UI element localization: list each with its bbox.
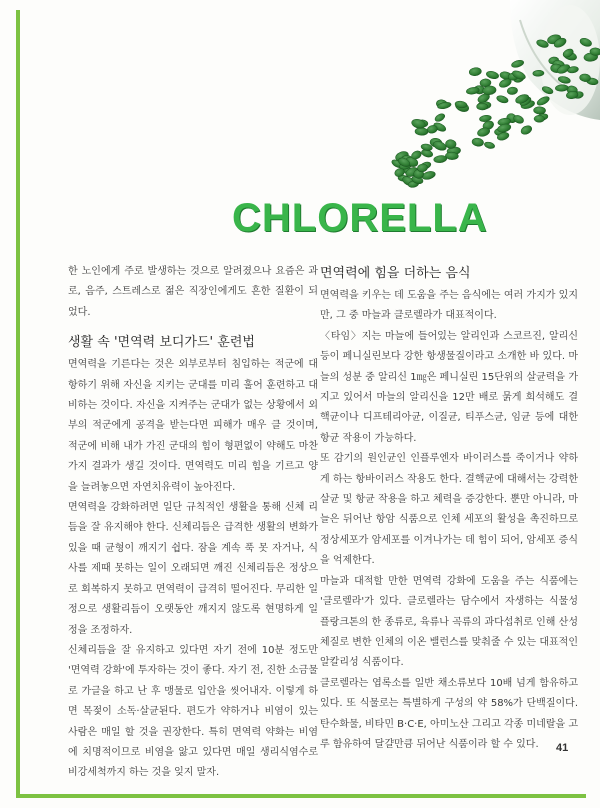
intro-paragraph: 한 노인에게 주로 발생하는 것으로 알려졌으나 요즘은 과로, 음주, 스트레스로 젊은 직장인에게도 흔한 질환이 되었다.	[68, 266, 318, 318]
section-heading-immunity-foods: 면역력에 힘을 더하는 음식	[320, 266, 471, 281]
paragraph: 클로렐라는 엽록소를 일반 채소류보다 10배 넘게 함유하고 있다. 또 식물로는 특별하게 구성의 약 58%가 단백질이다. 탄수화물, 비타민 B·C·E, 아미노산 그리고 각종 미네랄을 고루 함유하여 달걀만큼 뒤어난 식품이라 할 수 있다.	[320, 677, 578, 750]
tablet	[533, 106, 545, 114]
tablet	[486, 70, 500, 80]
paragraph: 면역력을 강화하려면 일단 규칙적인 생활을 통해 신체 리듬을 잘 유지해야 한다. 신체리듬은 급격한 생활의 변화가 있을 때 균형이 깨지기 쉽다. 잠을 계속 푹 못 자거나, 식사를 제때 못하는 일이 오래되면 깨진 신체리듬은 정상으로 회복하지 못하고 면역력이 급격히 떨어진다. 무리한 일정으로 생활리듬이 오랫동안 깨지지 않도록 현명하게 일정을 조정하자.	[68, 502, 318, 636]
tablet	[415, 127, 428, 135]
tablet	[471, 137, 484, 147]
tablet	[477, 103, 488, 110]
paragraph: 신체리듬을 잘 유지하고 있다면 자기 전에 10분 정도만 '면역력 강화'에 투자하는 것이 좋다. 자기 전, 진한 소금물로 가글을 하고 난 후 맹물로 입안을 씻어내자. 이렇게 하면 목젖이 소독·살균된다. 편도가 약하거나 비염이 있는 사람은 매일 할 것을 권장한다. 특히 면역력 약화는 비염에 치명적이므로 비염을 앓고 있다면 매일 생리식염수로 비강세척까지 하는 것을 잊지 말자.	[68, 644, 318, 779]
tablet	[496, 94, 509, 104]
tablet	[520, 124, 533, 136]
chlorella-tablets-photo	[360, 0, 600, 225]
paragraph: 〈타임〉지는 마늘에 들어있는 알리인과 스코르진, 알리신 등이 페니실린보다 강한 항생물질이라고 소개한 바 있다. 마늘의 성분 중 알리신 1㎎은 페니실린 15단위의 살균력을 가지고 있어서 마늘의 알리신을 12만 배로 묽게 희석해도 결핵균이나 디프테리아균, 이질균, 티푸스균, 임균 등에 대한 항균 작용이 가능하다.	[320, 330, 578, 444]
tablet	[533, 70, 544, 77]
paragraph: 마늘과 대적할 만한 면역력 강화에 도움을 주는 식품에는 '클로렐라'가 있다. 클로렐라는 담수에서 자생하는 식물성 플랑크톤의 한 종류로, 육류나 곡류의 과다섭취로 인해 산성 체질로 변한 인체의 이온 밸런스를 맞춰줄 수 있는 대표적인 알칼리성 식품이다.	[320, 575, 578, 669]
right-column	[320, 262, 578, 755]
page-title: CHLORELLA	[232, 196, 488, 240]
left-column	[68, 262, 318, 784]
tablet	[434, 112, 446, 123]
tablet	[484, 141, 496, 150]
page-number: 41	[556, 742, 569, 754]
tablet	[534, 115, 545, 122]
paragraph: 면역력을 기른다는 것은 외부로부터 침입하는 적군에 대항하기 위해 자신을 지키는 군대를 미리 훌어 훈련하고 대비하는 것이다. 자신을 지켜주는 군대가 없는 상황에서 외부의 적군에게 공격을 받는다면 피해가 매우 클 것이며, 적군에 비해 내가 가진 군대의 힘이 형편없이 약해도 마찬가지 결과가 생길 것이다. 면역력도 미리 힘을 기르고 양을 늘려놓으면 자연치유력이 높아진다.	[68, 359, 318, 493]
paragraph: 또 감기의 원인균인 인플루엔자 바이러스를 죽이거나 약하게 하는 항바이러스 작용도 한다. 결핵균에 대해서는 강력한 살균 및 항균 작용을 하고 체력을 증강한다. 뿐만 아니라, 마늘은 뒤어난 항암 식품으로 인체 세포의 활성을 촉진하므로 정상세포가 암세포를 이겨나가는 데 힘이 되어, 암세포 증식을 억제한다.	[320, 453, 578, 567]
tablet	[469, 67, 482, 76]
tablet	[433, 155, 447, 164]
tablet	[507, 87, 518, 95]
paragraph: 면역력을 키우는 데 도움을 주는 음식에는 여러 가지가 있지만, 그 중 마늘과 클로렐라가 대표적이다.	[320, 290, 578, 322]
section-heading-immunity-training: 생활 속 '면역력 보디가드' 훈련법	[68, 335, 255, 351]
